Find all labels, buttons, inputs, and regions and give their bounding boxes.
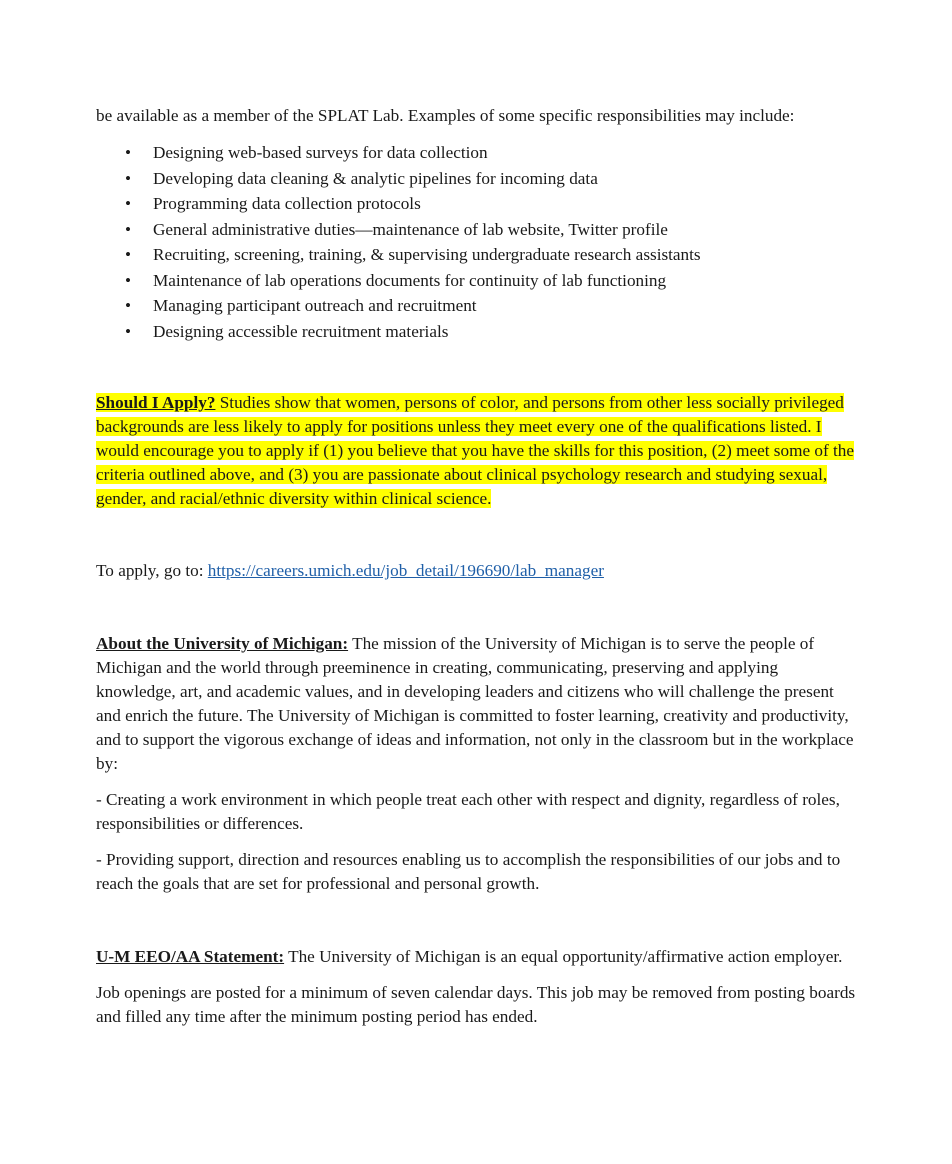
list-item bbox=[96, 268, 856, 294]
list-item bbox=[96, 140, 856, 166]
bullet-icon: • bbox=[125, 194, 132, 213]
posting-paragraph: Job openings are posted for a minimum of seven calendar days. This job may be removed from posting boards and filled any time after the minimum posting period has ended. bbox=[96, 983, 856, 1026]
list-item-text: Programming data collection protocols bbox=[153, 194, 421, 213]
bullet-icon: • bbox=[125, 143, 132, 162]
list-item-text: Recruiting, screening, training, & supervising undergraduate research assistants bbox=[153, 245, 701, 264]
apply-paragraph bbox=[96, 559, 856, 583]
about-point-respect: - Creating a work environment in which people treat each other with respect and dignity, regardless of roles, responsibilities or differences. bbox=[96, 790, 840, 833]
should-apply-body: Studies show that women, persons of color, and persons from other less socially privileged backgrounds are less likely to apply for positions unless they meet every one of the qualifications listed. I would encourage you to apply if (1) you believe that you have the skills for this position, (2) meet some of the criteria outlined above, and (3) you are passionate about clinical psychology research and studying sexual, gender, and racial/ethnic diversity within clinical science. bbox=[96, 393, 854, 508]
apply-link[interactable]: https://careers.umich.edu/job_detail/196690/lab_manager bbox=[207, 561, 604, 580]
list-item bbox=[96, 242, 856, 268]
list-item bbox=[96, 166, 856, 192]
list-item bbox=[96, 217, 856, 243]
bullet-icon: • bbox=[125, 168, 132, 188]
bullet-icon: • bbox=[125, 321, 132, 341]
list-item-text: Maintenance of lab operations documents for continuity of lab functioning bbox=[153, 270, 667, 290]
eeo-body: The University of Michigan is an equal opportunity/affirmative action employer. bbox=[284, 947, 843, 966]
document-page bbox=[96, 104, 856, 1029]
responsibilities-list bbox=[96, 140, 856, 344]
eeo-paragraph bbox=[96, 945, 856, 969]
about-heading: About the University of Michigan: bbox=[96, 634, 349, 653]
list-item-text: Designing web-based surveys for data collection bbox=[153, 143, 488, 162]
list-item bbox=[96, 319, 856, 345]
intro-paragraph: be available as a member of the SPLAT Lab. Examples of some specific responsibilities may include: bbox=[96, 106, 795, 125]
apply-prefix: To apply, go to: bbox=[96, 561, 208, 580]
bullet-icon: • bbox=[125, 245, 132, 264]
bullet-icon: • bbox=[125, 219, 132, 239]
list-item bbox=[96, 191, 856, 217]
bullet-icon: • bbox=[125, 296, 132, 315]
should-apply-heading: Should I Apply? bbox=[96, 393, 216, 412]
list-item-text: Developing data cleaning & analytic pipelines for incoming data bbox=[153, 168, 598, 188]
bullet-icon: • bbox=[125, 270, 132, 290]
list-item-text: General administrative duties—maintenance of lab website, Twitter profile bbox=[153, 219, 668, 239]
about-point-support: - Providing support, direction and resources enabling us to accomplish the responsibilities of our jobs and to reach the goals that are set for professional and personal growth. bbox=[96, 850, 841, 893]
about-body: The mission of the University of Michigan is to serve the people of Michigan and the world through preeminence in creating, communicating, preserving and applying knowledge, art, and academic values, and in developing leaders and citizens who will challenge the present and enrich the future. The University of Michigan is committed to foster learning, creativity and productivity, and to support the vigorous exchange of ideas and information, not only in the classroom but in the workplace by: bbox=[96, 634, 854, 773]
about-paragraph bbox=[96, 632, 856, 776]
list-item bbox=[96, 293, 856, 319]
should-apply-paragraph bbox=[96, 391, 856, 511]
list-item-text: Managing participant outreach and recruitment bbox=[153, 296, 477, 315]
list-item-text: Designing accessible recruitment materials bbox=[153, 321, 449, 341]
eeo-heading: U-M EEO/AA Statement: bbox=[96, 947, 285, 966]
